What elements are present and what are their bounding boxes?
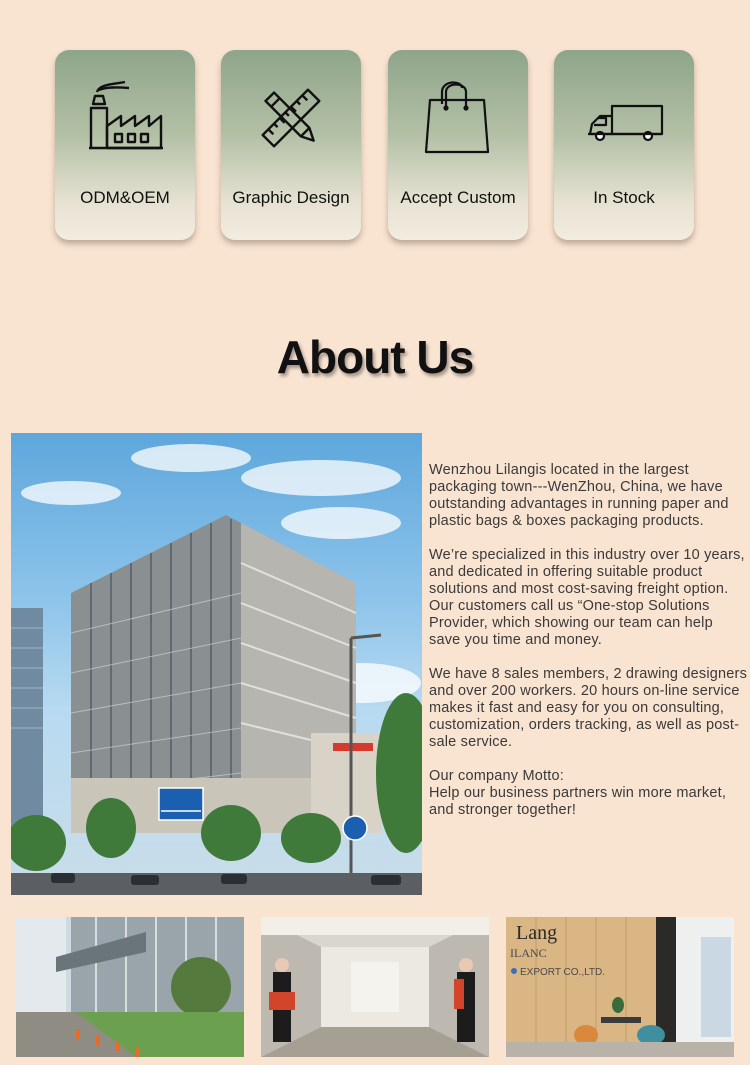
design-tools-icon: [251, 78, 331, 158]
about-paragraph-2: We’re specialized in this industry over 10 years, and dedicated in offering suitable product solutions and most cost-saving freight option. Our customers call us “One-stop Solutions Provider, which showing our team can help save you time and money.: [429, 547, 745, 648]
motto-label: Our company Motto:: [429, 768, 564, 784]
feature-label: Graphic Design: [232, 188, 350, 207]
office-sign-mid: ILANC: [510, 946, 547, 960]
office-sign-top: Lang: [516, 922, 558, 944]
feature-label: ODM&OEM: [80, 188, 170, 207]
feature-label: In Stock: [593, 188, 655, 207]
factory-icon: [85, 78, 165, 158]
about-paragraph-1: Wenzhou Lilangis located in the largest packaging town---WenZhou, China, we have outstanding advantages in running paper and plastic bags & boxes packaging products.: [429, 462, 729, 529]
photo-reception: [506, 917, 734, 1057]
motto-text: Help our business partners win more market, and stronger together!: [429, 785, 727, 818]
features-row: [0, 0, 750, 300]
feature-card-graphic-design: [221, 50, 361, 240]
building-illustration: [11, 433, 422, 895]
about-title: About Us: [276, 331, 474, 383]
photo-exterior: [16, 917, 244, 1057]
feature-card-odm-oem: [55, 50, 195, 240]
feature-card-in-stock: [554, 50, 694, 240]
building-photo: [11, 433, 422, 895]
truck-icon: [584, 78, 664, 158]
photo-lobby: [261, 917, 489, 1057]
shopping-bag-icon: [418, 78, 498, 158]
feature-label: Accept Custom: [400, 188, 516, 207]
feature-card-accept-custom: [388, 50, 528, 240]
about-text: [429, 462, 747, 819]
about-paragraph-3: We have 8 sales members, 2 drawing designers and over 200 workers. 20 hours on-line service makes it fast and easy for you on consulting, customization, orders tracking, as well as post-sale service.: [429, 666, 748, 750]
office-sign-bottom: EXPORT CO.,LTD.: [520, 967, 606, 978]
